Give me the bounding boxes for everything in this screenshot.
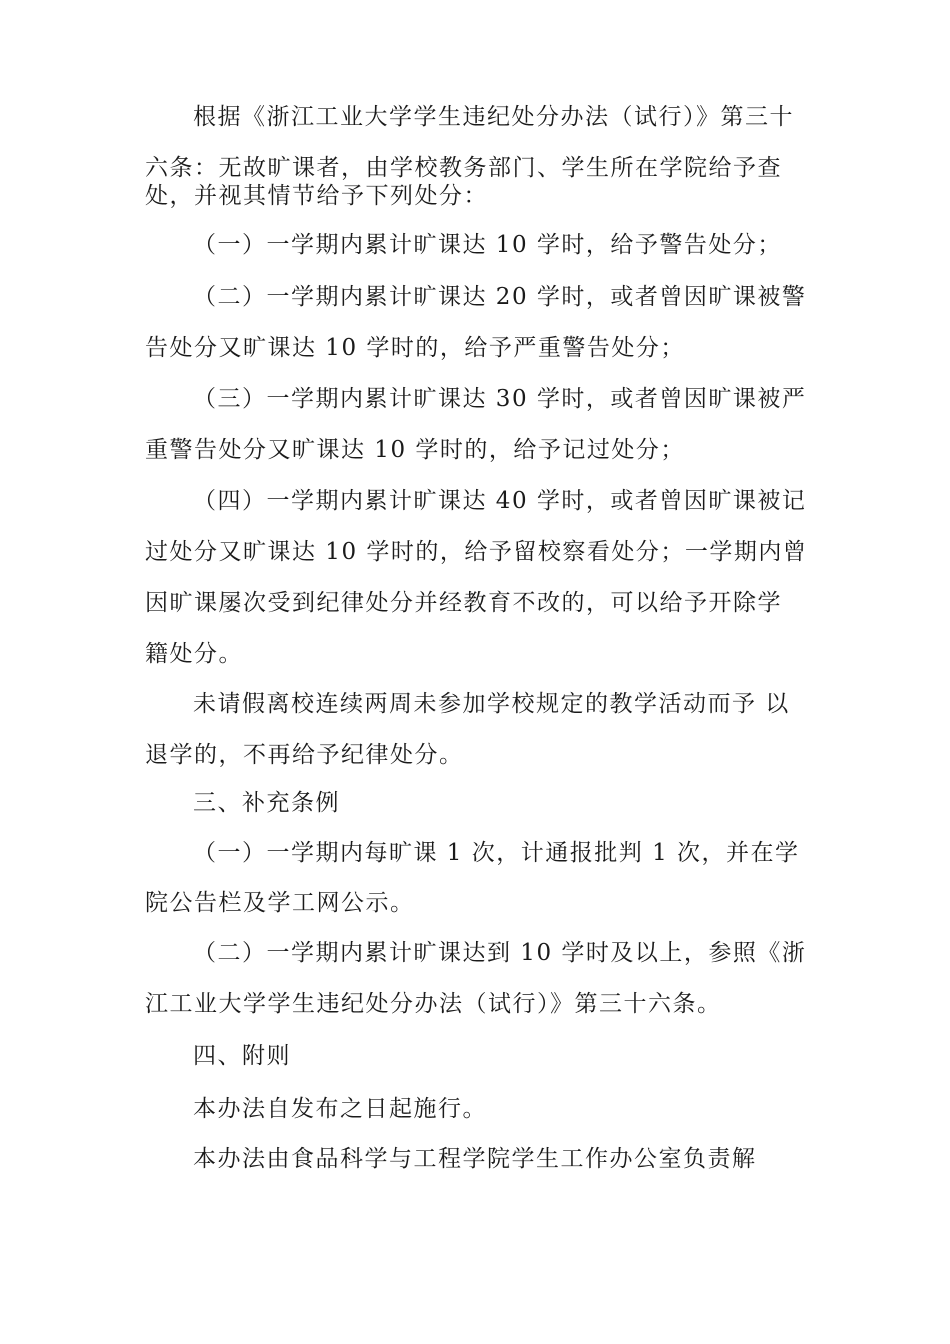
paragraph-line: 江工业大学学生违纪处分办法（试行）》第三十六条。 — [145, 991, 722, 1017]
paragraph-line: 告处分又旷课达 10 学时的，给予严重警告处分； — [145, 335, 685, 361]
paragraph-line: （一）一学期内每旷课 1 次，计通报批判 1 次，并在学 — [193, 840, 800, 866]
paragraph-line: 因旷课屡次受到纪律处分并经教育不改的，可以给予开除学 — [145, 590, 782, 616]
section-heading: 三、补充条例 — [193, 790, 340, 816]
paragraph-line: 重警告处分又旷课达 10 学时的，给予记过处分； — [145, 437, 685, 463]
paragraph-line: 六条：无故旷课者，由学校教务部门、学生所在学院给予查 — [145, 155, 782, 181]
paragraph-line: （二）一学期内累计旷课达 20 学时，或者曾因旷课被警 — [193, 284, 807, 310]
section-heading: 四、附则 — [193, 1043, 291, 1069]
paragraph-line: 处，并视其情节给予下列处分： — [145, 183, 488, 209]
paragraph-line: 本办法由食品科学与工程学院学生工作办公室负责解 — [193, 1146, 757, 1172]
paragraph-line: 未请假离校连续两周未参加学校规定的教学活动而予 以 — [193, 691, 790, 717]
paragraph-line: （二）一学期内累计旷课达到 10 学时及以上，参照《浙 — [193, 940, 807, 966]
paragraph-line: （四）一学期内累计旷课达 40 学时，或者曾因旷课被记 — [193, 488, 807, 514]
paragraph-line: （一）一学期内累计旷课达 10 学时，给予警告处分； — [193, 232, 782, 258]
paragraph-line: （三）一学期内累计旷课达 30 学时，或者曾因旷课被严 — [193, 386, 807, 412]
paragraph-line: 根据《浙江工业大学学生违纪处分办法（试行）》第三十 — [193, 104, 794, 130]
paragraph-line: 过处分又旷课达 10 学时的，给予留校察看处分；一学期内曾 — [145, 539, 808, 565]
paragraph-line: 院公告栏及学工网公示。 — [145, 890, 415, 916]
paragraph-line: 退学的，不再给予纪律处分。 — [145, 742, 464, 768]
paragraph-line: 本办法自发布之日起施行。 — [193, 1096, 487, 1122]
paragraph-line: 籍处分。 — [145, 641, 243, 667]
